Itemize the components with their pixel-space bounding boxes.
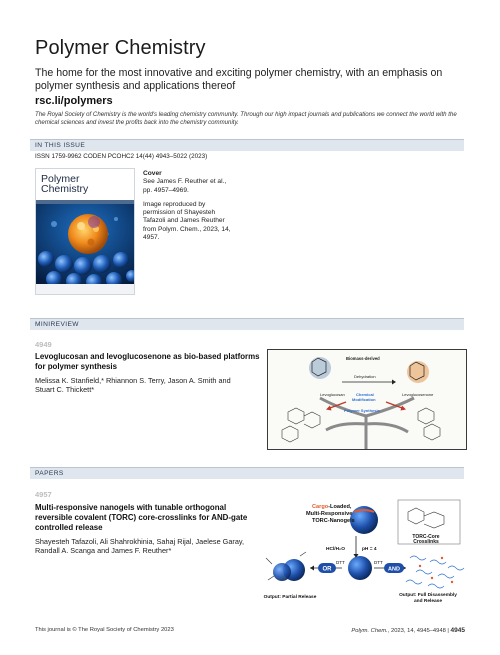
mr-label-levoglucosan: Levoglucosan bbox=[320, 392, 345, 397]
rsc-blurb: The Royal Society of Chemistry is the world's leading chemistry community. Through our high impact journals and publications we connect the world with the chemical sciences and invest the profits back into the chemistry community. bbox=[35, 111, 457, 127]
minireview-page-number: 4949 bbox=[35, 340, 52, 349]
dtt-left-label: DTT bbox=[336, 560, 345, 565]
hcl-h2o-label: HCl/H₂O bbox=[326, 547, 345, 552]
journal-url-link[interactable]: rsc.li/polymers bbox=[35, 95, 113, 107]
footer-page-number: 4945 bbox=[450, 627, 465, 634]
section-label: PAPERS bbox=[35, 470, 64, 477]
cover-label: Cover bbox=[143, 170, 162, 177]
ph-label: pH = 4 bbox=[362, 547, 377, 552]
paper-figure-svg bbox=[260, 498, 470, 606]
and-release-label: and Release bbox=[414, 599, 442, 604]
cover-image[interactable] bbox=[35, 168, 135, 295]
footer-citation-rest: , 2023, 14, 4945–4948 | bbox=[387, 628, 449, 634]
mr-label-levoglucosenone: Levoglucosenone bbox=[402, 392, 434, 397]
output-full-label: Output: Full Disassembly bbox=[399, 593, 457, 598]
section-bar-minireview bbox=[30, 318, 464, 330]
section-label: MINIREVIEW bbox=[35, 321, 79, 328]
minireview-authors: Melissa K. Stanfield,* Rhiannon S. Terry, Jason A. Smith and Stuart C. Thickett* bbox=[35, 376, 231, 395]
cover-title-line2: Chemistry bbox=[41, 183, 89, 195]
issn-line: ISSN 1759-9962 CODEN PCOHC2 14(44) 4943–5022 (2023) bbox=[35, 153, 208, 160]
footer-citation bbox=[351, 627, 465, 634]
minireview-title-link[interactable]: Levoglucosan and levoglucosenone as bio-based platforms for polymer synthesis bbox=[35, 352, 260, 371]
minireview-graphical-abstract[interactable] bbox=[267, 349, 467, 450]
mr-label-chemical: Chemical bbox=[356, 392, 374, 397]
cover-artwork bbox=[36, 204, 135, 286]
minireview-figure-svg bbox=[268, 350, 466, 449]
section-bar-in-this-issue bbox=[30, 139, 464, 151]
section-bar-papers bbox=[30, 467, 464, 479]
journal-title: Polymer Chemistry bbox=[35, 37, 206, 59]
cover-reference: See James F. Reuther et al., pp. 4957–4969. bbox=[143, 178, 227, 194]
footer-journal: Polym. Chem. bbox=[351, 628, 388, 634]
paper-page-number: 4957 bbox=[35, 490, 52, 499]
cover-title-line1: Polymer bbox=[41, 173, 80, 185]
torc-core-label: TORC-Core bbox=[412, 534, 440, 540]
multi-responsive-label: Multi-Responsive bbox=[306, 511, 353, 517]
journal-tagline: The home for the most innovative and exciting polymer chemistry, with an emphasis on polymer synthesis and applications thereof bbox=[35, 67, 443, 92]
cover-footer-strip bbox=[36, 284, 135, 294]
cover-journal-title bbox=[41, 174, 88, 194]
mr-label-dehydration: Dehydration bbox=[354, 374, 376, 379]
footer-copyright: This journal is © The Royal Society of Chemistry 2023 bbox=[35, 627, 174, 633]
cargo-loaded-label bbox=[312, 504, 352, 510]
paper-authors: Shayesteh Tafazoli, Ali Shahrokhinia, Sahaj Rijal, Jaelese Garay, Randall A. Scanga and James F. Reuther* bbox=[35, 537, 245, 556]
paper-graphical-abstract[interactable] bbox=[260, 498, 470, 606]
mr-label-biomass: Biomass-derived bbox=[346, 356, 380, 361]
paper-title-link[interactable]: Multi-responsive nanogels with tunable orthogonal reversible covalent (TORC) core-crosslinks for AND-gate controlled release bbox=[35, 503, 248, 532]
cover-credit: Image reproduced by permission of Shayesteh Tafazoli and James Reuther from Polym. Chem., 2023, 14, 4957. bbox=[143, 200, 231, 242]
mr-label-modification: Modification bbox=[352, 397, 376, 402]
dtt-right-label: DTT bbox=[374, 560, 383, 565]
page-footer bbox=[35, 627, 465, 637]
crosslinks-label: Crosslinks bbox=[413, 539, 439, 545]
output-partial-label: Output: Partial Release bbox=[263, 595, 317, 600]
cargo-word: Cargo bbox=[312, 504, 329, 510]
torc-nanogels-label: TORC-Nanogels bbox=[312, 518, 355, 524]
cargo-rest: -Loaded, bbox=[328, 504, 352, 510]
cover-caption bbox=[143, 170, 233, 248]
section-label: IN THIS ISSUE bbox=[35, 142, 86, 149]
and-gate-label: AND bbox=[388, 566, 400, 573]
mr-label-polymer-synthesis: Polymer Synthesis bbox=[344, 408, 380, 413]
or-gate-label: OR bbox=[322, 566, 332, 573]
